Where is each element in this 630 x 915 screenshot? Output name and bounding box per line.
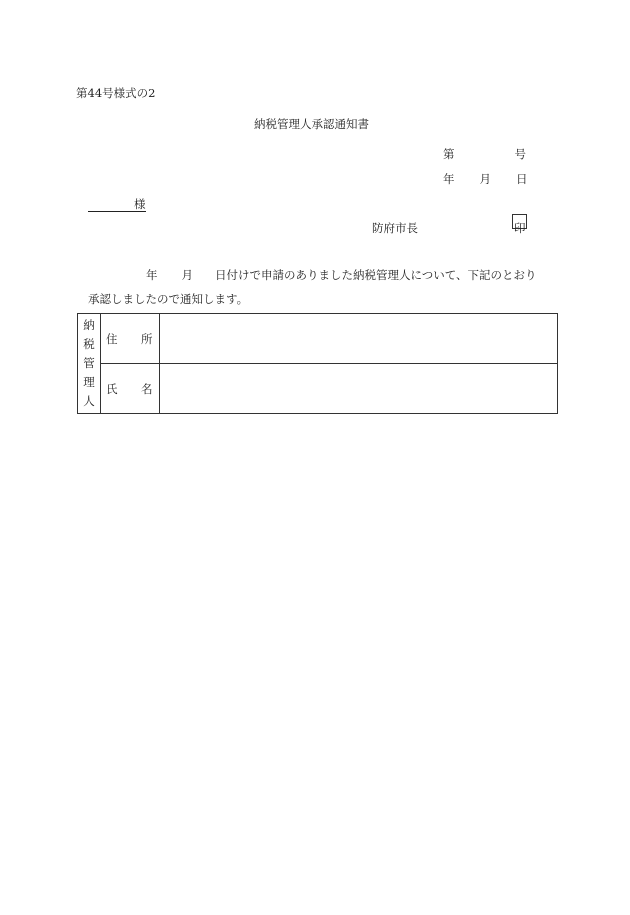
body-line-1 [146,268,537,282]
day-label: 日 [516,172,528,186]
body-line-1-rest: 日付けで申請のありました納税管理人について、下記のとおり [215,268,537,282]
go-label: 号 [514,147,526,161]
month-label: 月 [479,172,491,186]
addressee-name-blank[interactable] [88,199,134,212]
form-number: 第44号様式の2 [76,86,156,100]
dai-label: 第 [443,147,455,161]
issuer-name: 防府市長 [372,221,418,235]
year-label: 年 [443,172,455,186]
addressee-line [88,197,146,212]
name-value[interactable] [160,364,558,414]
body-month: 月 [181,268,193,282]
document-title: 納税管理人承認通知書 [254,117,369,131]
name-label: 氏 名 [101,364,160,414]
address-label: 住 所 [101,314,160,364]
date-line [443,172,528,186]
address-value[interactable] [160,314,558,364]
table-row [78,314,558,364]
tax-manager-table [77,313,558,414]
seal-char: 印 [514,221,526,235]
body-year: 年 [146,268,158,282]
tax-manager-side-label: 納 税 管 理 人 [78,314,101,414]
body-line-2: 承認しましたので通知します。 [88,292,249,306]
document-number-line [443,147,526,161]
table-row [78,364,558,414]
addressee-suffix: 様 [134,197,146,211]
